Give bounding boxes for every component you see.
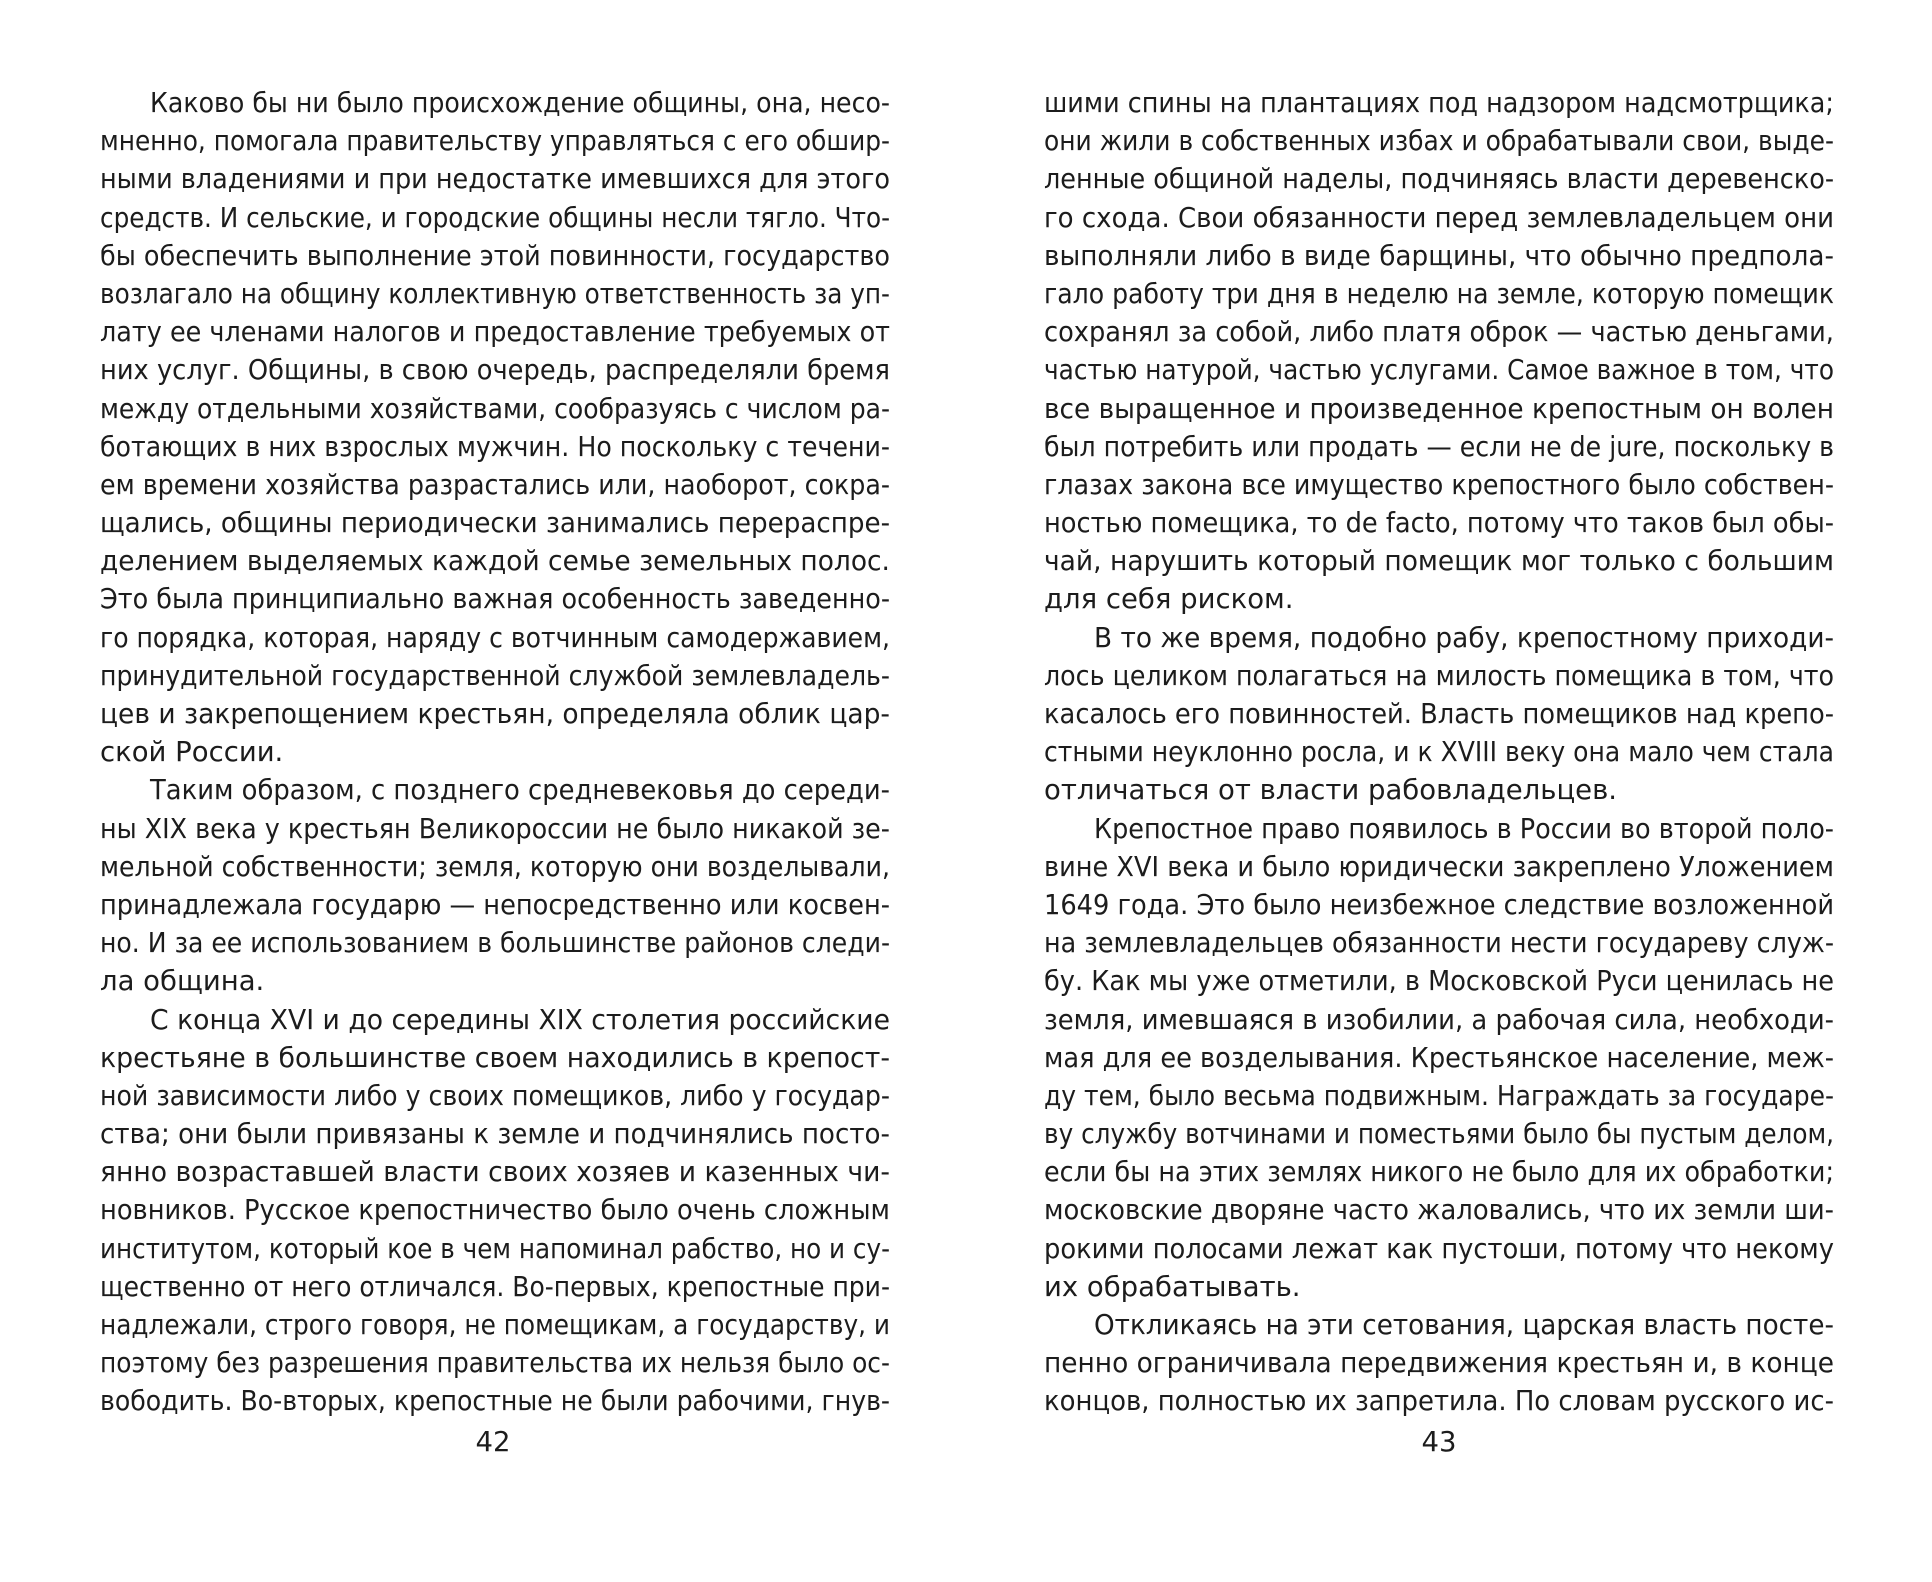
text-line: цев и закрепощением крестьян, определяла облик цар- [100,698,890,730]
text-line: пенно ограничивала передвижения крестьян и, в конце [1044,1347,1834,1380]
text-line: принадлежала государю — непосредственно или косвен- [100,888,890,921]
text-line: частью натурой, частью услугами. Самое важное в том, что [1044,354,1834,387]
text-line: лось целиком полагаться на милость помещика в том, что [1044,659,1834,692]
text-line: глазах закона все имущество крепостного было собствен- [1044,468,1834,501]
text-line: ленные общиной наделы, подчиняясь власти деревенско- [1044,163,1834,196]
text-line: рокими полосами лежат как пустоши, потому что некому [1044,1232,1834,1265]
text-line: Откликаясь на эти сетования, царская власть посте- [1094,1309,1834,1341]
text-line: новников. Русское крепостничество было очень сложным [100,1194,890,1227]
text-line: средств. И сельские, и городские общины несли тягло. Что- [100,201,890,234]
text-line: касалось его повинностей. Власть помещиков над крепо- [1044,698,1834,730]
body-text [100,84,890,1421]
text-line: выполняли либо в виде барщины, что обычно предпола- [1044,239,1834,272]
text-line: Это была принципиально важная особенность заведенно- [100,583,890,616]
text-line: го схода. Свои обязанности перед землевладельцем они [1044,201,1834,234]
text-line: го порядка, которая, наряду с вотчинным самодержавием, [100,621,890,654]
text-line: концов, полностью их запретила. По словам русского ис- [1044,1385,1834,1418]
text-line: делением выделяемых каждой семье земельных полос. [100,545,890,578]
text-line: ла община. [100,965,265,998]
text-line: щественно от него отличался. Во-первых, крепостные при- [100,1270,890,1303]
text-line: ем времени хозяйства разрастались или, наоборот, сокра- [100,468,890,501]
text-line: мая для ее возделывания. Крестьянское население, меж- [1044,1041,1834,1074]
text-line: вободить. Во-вторых, крепостные не были рабочими, гнув- [100,1385,890,1418]
text-line: ны XIX века у крестьян Великороссии не было никакой зе- [100,812,890,845]
text-line: на землевладельцев обязанности нести государеву служ- [1044,927,1834,960]
text-line: шими спины на плантациях под надзором надсмотрщика; [1044,87,1834,119]
text-line: чай, нарушить который помещик мог только с большим [1044,545,1834,578]
text-line: московские дворяне часто жаловались, что их земли ши- [1044,1194,1834,1227]
text-line: отличаться от власти рабовладельцев. [1044,774,1618,807]
text-line: земля, имевшаяся в изобилии, а рабочая сила, необходи- [1044,1003,1834,1036]
text-line: 1649 года. Это было неизбежное следствие возложенной [1044,888,1834,921]
text-line: ду тем, было весьма подвижным. Награждать за государе- [1044,1079,1834,1112]
text-line: надлежали, строго говоря, не помещикам, а государству, и [100,1309,890,1341]
text-line: С конца XVI и до середины XIX столетия российские [150,1003,890,1036]
text-line: ву службу вотчинами и поместьями было бы пустым делом, [1044,1118,1834,1151]
text-line: них услуг. Общины, в свою очередь, распределяли бремя [100,354,890,387]
text-line: они жили в собственных избах и обрабатывали свои, выде- [1044,125,1834,158]
text-line: для себя риском. [1044,583,1294,616]
text-line: сохранял за собой, либо платя оброк — частью деньгами, [1044,316,1834,349]
text-line: Таким образом, с позднего средневековья до середи- [150,774,890,807]
text-line: все выращенное и произведенное крепостным он волен [1044,392,1834,425]
text-line: вине XVI века и было юридически закреплено Уложением [1044,850,1834,883]
text-line: институтом, который кое в чем напоминал рабство, но и су- [100,1232,890,1265]
text-line: бы обеспечить выполнение этой повинности, государство [100,239,890,272]
text-line: ными владениями и при недостатке имевшихся для этого [100,163,890,196]
text-line: возлагало на общину коллективную ответственность за уп- [100,277,890,310]
text-line: ботающих в них взрослых мужчин. Но поскольку с течени- [100,430,890,463]
text-line: поэтому без разрешения правительства их нельзя было ос- [100,1347,890,1380]
text-line: но. И за ее использованием в большинстве районов следи- [100,927,890,960]
text-line: гало работу три дня в неделю на земле, которую помещик [1044,277,1834,310]
text-line: бу. Как мы уже отметили, в Московской Руси ценилась не [1044,965,1834,998]
text-line: был потребить или продать — если не de jure, поскольку в [1044,430,1834,463]
text-line: между отдельными хозяйствами, сообразуясь с числом ра- [100,392,890,425]
text-line: их обрабатывать. [1044,1270,1301,1303]
text-line: мненно, помогала правительству управляться с его обшир- [100,125,890,158]
body-text [1044,84,1834,1421]
text-line: ной зависимости либо у своих помещиков, либо у государ- [100,1079,890,1112]
text-line: если бы на этих землях никого не было для их обработки; [1044,1156,1834,1189]
right-page [966,0,1932,1582]
page-number: 43 [1421,1426,1457,1458]
text-line: ностью помещика, то de facto, потому что таков был обы- [1044,507,1834,540]
text-line: ской России. [100,736,284,769]
text-line: янно возраставшей власти своих хозяев и казенных чи- [100,1156,890,1189]
text-line: мельной собственности; земля, которую они возделывали, [100,850,890,883]
text-line: стными неуклонно росла, и к XVIII веку она мало чем стала [1044,736,1834,769]
text-line: лату ее членами налогов и предоставление требуемых от [100,316,890,349]
text-line: ства; они были привязаны к земле и подчинялись посто- [100,1118,890,1151]
text-line: крестьяне в большинстве своем находились в крепост- [100,1041,890,1074]
text-line: принудительной государственной службой землевладель- [100,659,890,692]
page-number: 42 [475,1426,511,1458]
text-line: В то же время, подобно рабу, крепостному приходи- [1094,621,1834,654]
text-line: щались, общины периодически занимались перераспре- [100,507,890,540]
text-line: Каково бы ни было происхождение общины, она, несо- [150,87,890,119]
text-line: Крепостное право появилось в России во второй поло- [1094,812,1834,845]
